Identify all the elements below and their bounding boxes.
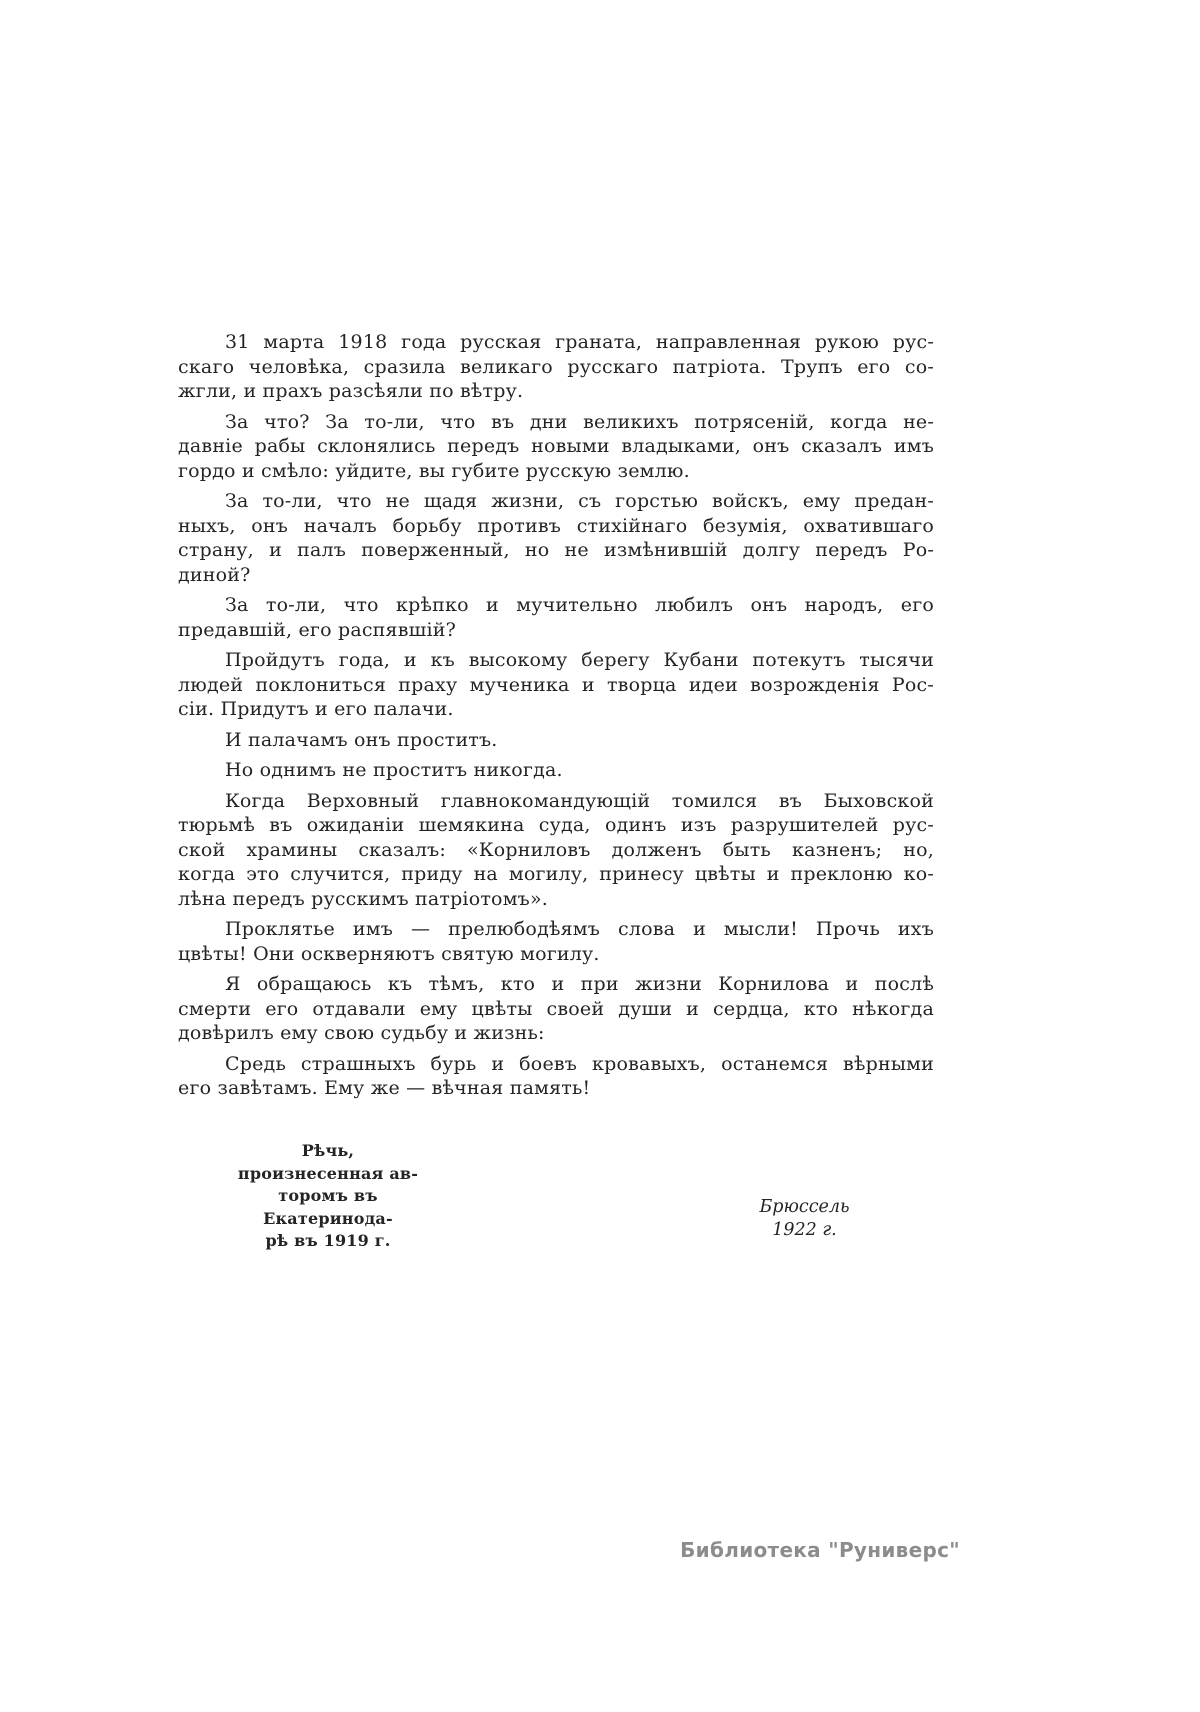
text-line: людей поклониться праху мученика и творца идеи возрожденія Рос- — [178, 673, 934, 696]
paragraph — [178, 1052, 934, 1101]
paragraph — [178, 972, 934, 1046]
paragraph — [178, 728, 934, 753]
text-line: смерти его отдавали ему цвѣты своей души и сердца, кто нѣкогда — [178, 997, 934, 1020]
paragraph — [178, 789, 934, 912]
text-line: И палачамъ онъ проститъ. — [225, 728, 498, 751]
text-line: диной? — [178, 563, 251, 586]
paragraph — [178, 489, 934, 587]
paragraph — [178, 330, 934, 404]
paragraph — [178, 593, 934, 642]
text-line: гордо и смѣло: уйдите, вы губите русскую землю. — [178, 459, 690, 482]
colophon-place: Брюссель — [759, 1197, 850, 1217]
text-line: его завѣтамъ. Ему же — вѣчная память! — [178, 1077, 591, 1099]
text-line: жгли, и прахъ разсѣяли по вѣтру. — [178, 380, 524, 402]
note-line: рѣ въ 1919 г. — [265, 1231, 391, 1250]
text-line: Но однимъ не проститъ никогда. — [225, 759, 563, 781]
paragraph — [178, 410, 934, 484]
text-line: За что? За то-ли, что въ дни великихъ потрясеній, когда не- — [225, 410, 934, 433]
body-text — [178, 330, 934, 1101]
note-line: торомъ въ Екатеринода- — [263, 1186, 393, 1228]
text-line: Пройдутъ года, и къ высокому берегу Кубани потекутъ тысячи — [225, 649, 934, 671]
text-line: страну, и палъ поверженный, но не измѣнившій долгу передъ Ро- — [178, 539, 934, 561]
colophon-year: 1922 г. — [772, 1220, 837, 1240]
text-line: Средь страшныхъ бурь и боевъ кровавыхъ, останемся вѣрными — [225, 1052, 934, 1075]
colophon — [742, 1196, 867, 1242]
speech-note — [228, 1140, 428, 1253]
text-line: тюрьмѣ въ ожиданіи шемякина суда, одинъ изъ разрушителей рус- — [178, 814, 934, 836]
text-line: сіи. Придутъ и его палачи. — [178, 698, 454, 720]
text-line: предавшій, его распявшій? — [178, 618, 457, 641]
paragraph — [178, 917, 934, 966]
text-line: скаго человѣка, сразила великаго русскаго патріота. Трупъ его со- — [178, 355, 934, 378]
text-line: Когда Верховный главнокомандующій томился въ Быховской — [225, 789, 934, 812]
text-line: довѣрилъ ему свою судьбу и жизнь: — [178, 1022, 545, 1044]
library-watermark: Библиотека "Руниверс" — [680, 1538, 960, 1562]
text-line: давніе рабы склонялись передъ новыми владыками, онъ сказалъ имъ — [178, 435, 934, 457]
paragraph — [178, 758, 934, 783]
text-line: 31 марта 1918 года русская граната, направленная рукою рус- — [225, 331, 934, 353]
text-line: Я обращаюсь къ тѣмъ, кто и при жизни Корнилова и послѣ — [225, 973, 934, 995]
text-line: лѣна передъ русскимъ патріотомъ». — [178, 887, 549, 910]
text-line: За то-ли, что крѣпко и мучительно любилъ онъ народъ, его — [225, 594, 934, 616]
text-line: ныхъ, онъ началъ борьбу противъ стихійнаго безумія, охватившаго — [178, 514, 934, 537]
text-line: когда это случится, приду на могилу, принесу цвѣты и преклоню ко- — [178, 863, 934, 885]
text-line: ской храмины сказалъ: «Корниловъ долженъ быть казненъ; но, — [178, 838, 934, 861]
text-line: цвѣты! Они оскверняютъ святую могилу. — [178, 942, 600, 965]
text-line: Проклятье имъ — прелюбодѣямъ слова и мысли! Прочь ихъ — [225, 918, 934, 940]
note-line: Рѣчь, произнесенная ав- — [237, 1141, 419, 1183]
text-line: За то-ли, что не щадя жизни, съ горстью войскъ, ему предан- — [225, 490, 934, 512]
paragraph — [178, 648, 934, 722]
